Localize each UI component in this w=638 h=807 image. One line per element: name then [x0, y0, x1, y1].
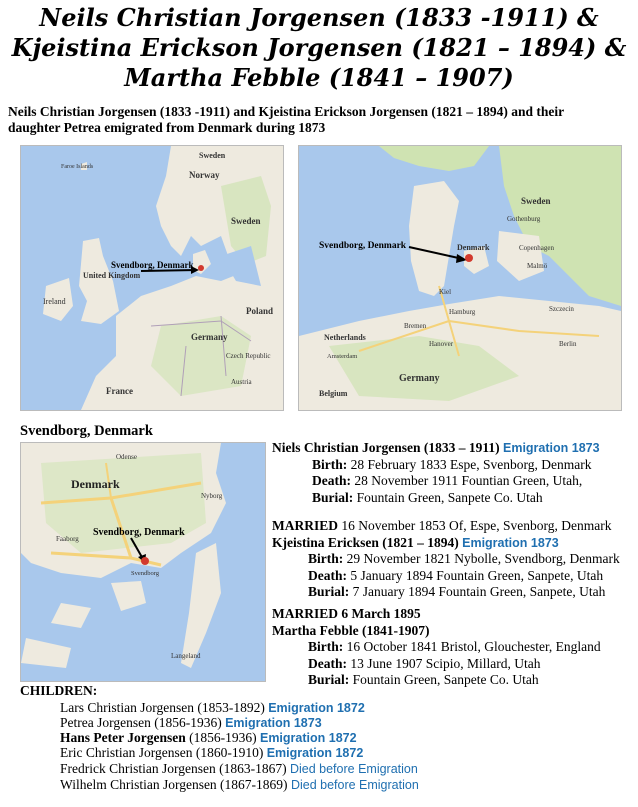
map1-label-svendborg: Svendborg, Denmark [111, 260, 194, 270]
map1-label-norway: Norway [189, 170, 220, 180]
kjeistina-birth: 29 November 1821 Nybolle, Svendborg, Denmark [346, 551, 620, 567]
map1-label-austria: Austria [231, 378, 252, 386]
married2: MARRIED 6 March 1895 [272, 606, 421, 621]
map3-label-faaborg: Faaborg [56, 535, 79, 543]
map1-label-faroe: Faroe Islands [61, 164, 94, 170]
child-4: Eric Christian Jorgensen (1860-1910) Emigration 1872 [60, 745, 364, 760]
map3-label-nyborg: Nyborg [201, 492, 223, 500]
niels-name: Niels Christian Jorgensen (1833 – 1911) [272, 440, 500, 455]
martha-name: Martha Febble (1841-1907) [272, 622, 430, 638]
map2-label-berlin: Berlin [559, 340, 577, 348]
kjeistina-burial-label: Burial: [308, 584, 350, 600]
map2-label-gothenburg: Gothenburg [507, 215, 541, 223]
map2-label-svendborg: Svendborg, Denmark [319, 241, 407, 251]
map2-label-germany: Germany [399, 373, 440, 384]
map1-label-ireland: Ireland [43, 297, 66, 306]
kjeistina-death-label: Death: [308, 567, 347, 583]
map2-label-bremen: Bremen [404, 322, 427, 330]
kjeistina-emigration: Emigration 1873 [462, 535, 559, 550]
title-line-1: Neils Christian Jorgensen (1833 -1911) & [39, 3, 599, 32]
map1-label-czech: Czech Republic [226, 352, 271, 360]
map3-label-langeland: Langeland [171, 652, 201, 660]
niels-death: 28 November 1911 Fountian Green, Utah, [354, 473, 583, 489]
martha-death-label: Death: [308, 655, 347, 671]
map2-label-kiel: Kiel [439, 288, 452, 296]
map2-label-denmark: Denmark [457, 243, 490, 252]
map1-label-sweden: Sweden [231, 216, 261, 226]
niels-death-label: Death: [312, 473, 351, 489]
intro-text: Neils Christian Jorgensen (1833 -1911) and Kjeistina Erickson Jorgensen (1821 – 1894) and their daughter Petrea emigrated from Denmark during 1873 [8, 104, 564, 135]
child-2: Petrea Jorgensen (1856-1936) Emigration 1873 [60, 715, 322, 730]
map1-label-france: France [106, 386, 133, 396]
niels-emigration: Emigration 1873 [503, 441, 600, 455]
martha-burial-label: Burial: [308, 672, 350, 688]
section-heading: Svendborg, Denmark [20, 423, 153, 439]
map2-label-belgium: Belgium [319, 389, 348, 398]
martha-birth: 16 October 1841 Bristol, Glouchester, England [346, 639, 601, 655]
title-line-3: Martha Febble (1841 – 1907) [124, 63, 514, 92]
map3-label-denmark: Denmark [71, 477, 120, 491]
child-5: Fredrick Christian Jorgensen (1863-1867) Died before Emigration [60, 761, 418, 776]
map1-label-uk: United Kingdom [83, 271, 141, 280]
child-6: Wilhelm Christian Jorgensen (1867-1869) Died before Emigration [60, 777, 419, 792]
martha-record [272, 606, 601, 689]
child-1: Lars Christian Jorgensen (1853-1892) Emigration 1872 [60, 700, 365, 715]
kjeistina-name: Kjeistina Ericksen (1821 – 1894) [272, 534, 459, 550]
map2-label-netherlands: Netherlands [324, 333, 366, 342]
niels-birth-label: Birth: [312, 456, 348, 472]
martha-birth-label: Birth: [308, 639, 344, 655]
denmark-region-map [298, 145, 622, 411]
niels-burial: Fountain Green, Sanpete Co. Utah [356, 489, 543, 505]
niels-birth: 28 February 1833 Espe, Svenborg, Denmark [350, 456, 592, 472]
map2-label-copenhagen: Copenhagen [519, 244, 554, 252]
map1-label-poland: Poland [246, 306, 274, 316]
married1-label: MARRIED [272, 518, 338, 533]
map2-label-hanover: Hanover [429, 340, 454, 348]
niels-burial-label: Burial: [312, 489, 354, 505]
title-line-2: Kjeistina Erickson Jorgensen (1821 – 1894) & [11, 33, 627, 62]
niels-record [272, 440, 600, 506]
martha-death: 13 June 1907 Scipio, Millard, Utah [350, 655, 541, 671]
map2-label-malmo: Malmö [527, 262, 548, 270]
europe-map [20, 145, 284, 411]
kjeistina-record [272, 518, 620, 601]
map3-label-odense: Odense [116, 453, 137, 461]
children-heading: CHILDREN: [20, 683, 98, 698]
map3-label-svendborg: Svendborg, Denmark [93, 527, 185, 538]
kjeistina-burial: 7 January 1894 Fountain Green, Sanpete, Utah [352, 584, 606, 600]
married1-text: 16 November 1853 Of, Espe, Svenborg, Denmark [341, 518, 612, 533]
map2-label-sweden: Sweden [521, 196, 551, 206]
kjeistina-death: 5 January 1894 Fountain Green, Sanpete, Utah [350, 567, 604, 583]
martha-burial: Fountain Green, Sanpete Co. Utah [352, 672, 539, 688]
map2-label-stettin: Szczecin [549, 305, 574, 313]
map2-label-amsterdam: Amsterdam [327, 353, 358, 360]
map2-label-hamburg: Hamburg [449, 308, 476, 316]
map3-label-svendborg-town: Svendborg [131, 570, 160, 577]
map1-label-sweden-top: Sweden [199, 151, 226, 160]
child-3: Hans Peter Jorgensen (1856-1936) Emigration 1872 [60, 730, 357, 745]
kjeistina-birth-label: Birth: [308, 551, 344, 567]
svendborg-detail-map [20, 442, 266, 682]
map1-label-germany: Germany [191, 332, 228, 342]
